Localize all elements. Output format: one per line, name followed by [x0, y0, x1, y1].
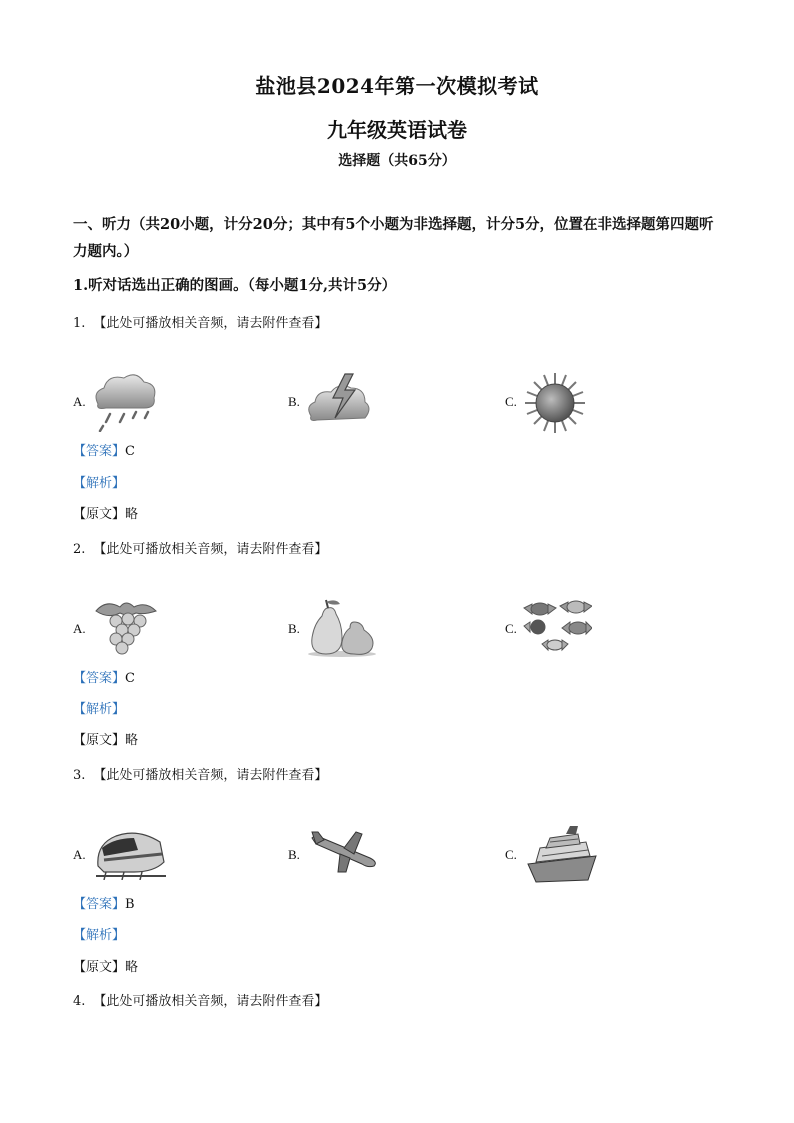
part-title: 1.听对话选出正确的图画。（每小题1分,共计5分）	[73, 277, 397, 294]
rain-cloud-icon	[90, 370, 160, 432]
option-b-label: B.	[288, 621, 300, 636]
answer-2	[73, 667, 135, 686]
question-4	[73, 990, 327, 1009]
answer-value: C	[125, 444, 135, 459]
airplane-icon	[310, 828, 378, 874]
original-3	[73, 956, 138, 975]
exam-title: 盐池县2024年第一次模拟考试	[255, 74, 539, 98]
answer-tag: 【答案】	[73, 671, 126, 686]
answer-3	[73, 893, 135, 912]
analysis-tag: 【解析】	[73, 702, 126, 717]
option-b-label: B.	[288, 394, 300, 409]
analysis-tag: 【解析】	[73, 928, 126, 943]
analysis-1	[73, 472, 125, 491]
original-2	[73, 729, 138, 748]
audio-note[interactable]: 【此处可播放相关音频，请去附件查看】	[93, 768, 328, 783]
original-tag: 【原文】	[73, 733, 126, 748]
original-value: 略	[125, 507, 139, 522]
option-a-label: A.	[73, 847, 86, 862]
option-a-label: A.	[73, 621, 86, 636]
option-c-label: C.	[505, 394, 517, 409]
pears-icon	[306, 598, 378, 658]
question-3	[73, 764, 327, 783]
question-number: 1.	[73, 316, 86, 331]
answer-1	[73, 440, 135, 459]
question-number: 2.	[73, 542, 86, 557]
original-tag: 【原文】	[73, 960, 126, 975]
audio-note[interactable]: 【此处可播放相关音频，请去附件查看】	[93, 316, 328, 331]
answer-tag: 【答案】	[73, 897, 126, 912]
original-value: 略	[125, 733, 139, 748]
analysis-tag: 【解析】	[73, 476, 126, 491]
answer-value: C	[125, 671, 135, 686]
question-1	[73, 312, 327, 331]
option-c-label: C.	[505, 621, 517, 636]
audio-note[interactable]: 【此处可播放相关音频，请去附件查看】	[93, 542, 328, 557]
section-type: 选择题（共65分）	[338, 153, 456, 169]
question-2	[73, 538, 327, 557]
train-icon	[94, 826, 168, 880]
answer-tag: 【答案】	[73, 444, 126, 459]
option-c-label: C.	[505, 847, 517, 862]
audio-note[interactable]: 【此处可播放相关音频，请去附件查看】	[93, 994, 328, 1009]
ship-icon	[526, 826, 598, 884]
thunder-cloud-icon	[305, 372, 375, 428]
answer-value: B	[125, 897, 135, 912]
question-number: 4.	[73, 994, 86, 1009]
analysis-2	[73, 698, 125, 717]
original-tag: 【原文】	[73, 507, 126, 522]
grapes-icon	[92, 597, 160, 659]
question-number: 3.	[73, 768, 86, 783]
candies-icon	[522, 600, 592, 654]
original-value: 略	[125, 960, 139, 975]
analysis-3	[73, 924, 125, 943]
option-a-label: A.	[73, 394, 86, 409]
exam-subtitle: 九年级英语试卷	[327, 118, 467, 142]
section-heading: 一、听力（共20小题，计分20分；其中有5个小题为非选择题，计分5分，位置在非选择题第四题听力题内。）	[73, 216, 714, 260]
option-b-label: B.	[288, 847, 300, 862]
original-1	[73, 503, 138, 522]
sun-icon	[524, 372, 586, 434]
